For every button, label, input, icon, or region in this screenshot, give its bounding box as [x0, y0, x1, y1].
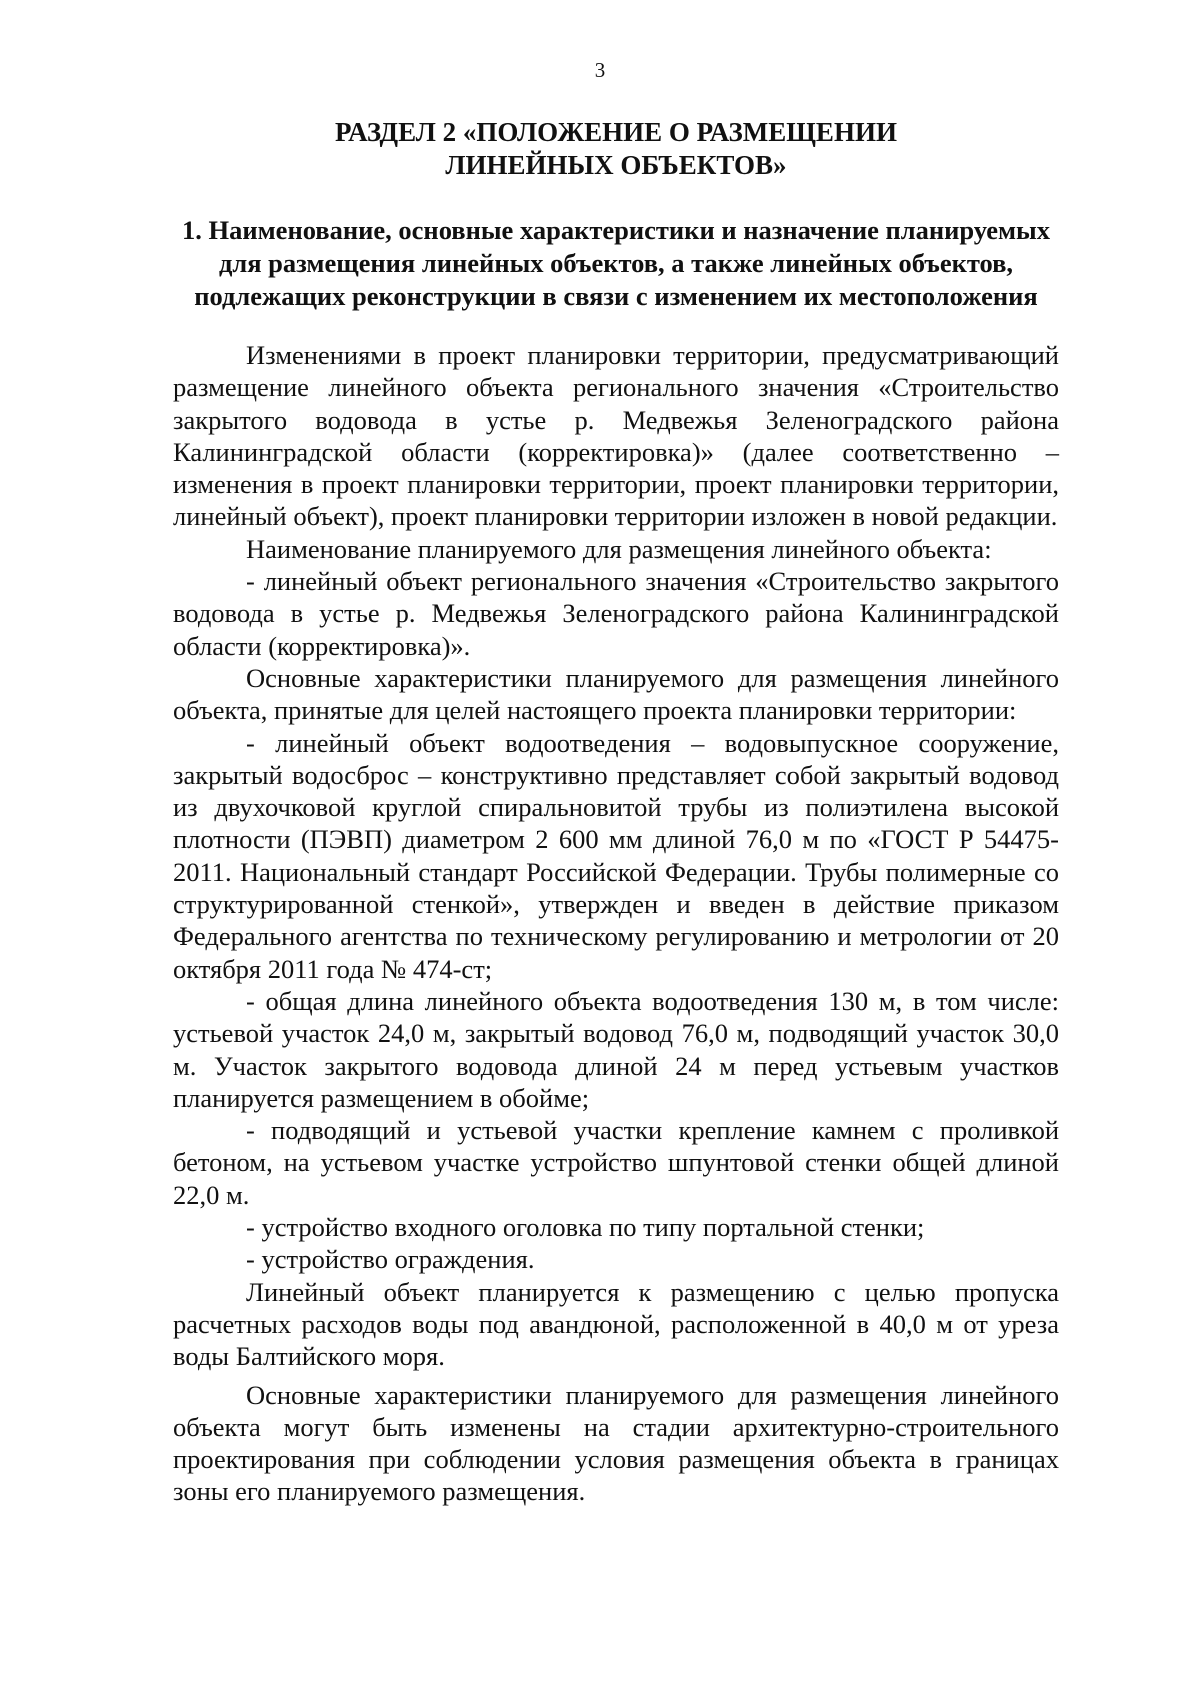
section-title — [173, 116, 1059, 182]
paragraph: - подводящий и устьевой участки крепление камнем с проливкой бетоном, на устьевом участке устройство шпунтовой стенки общей длиной 22,0 м. — [173, 1115, 1059, 1210]
paragraph: Основные характеристики планируемого для размещения линейного объекта могут быть изменены на стадии архитектурно-строительного проектирования при соблюдении условия размещения объекта в границах зоны его планируемого размещения. — [173, 1379, 1059, 1507]
subsection-title-line: для размещения линейных объектов, а также линейных объектов, — [218, 248, 1014, 278]
body-text — [173, 339, 1059, 1508]
paragraph: - линейный объект регионального значения «Строительство закрытого водовода в устье р. Медвежья Зеленоградского района Калининградской области (корректировка)». — [173, 566, 1059, 661]
paragraph: Изменениями в проект планировки территории, предусматривающий размещение линейного объекта регионального значения «Строительство закрытого водовода в устье р. Медвежья Зеленоградского района Калининградской области (корректировка)» (далее соответственно – изменения в проект планировки территории, проект планировки территории, линейный объект), проект планировки территории изложен в новой редакции. — [173, 340, 1059, 532]
page-number: 3 — [594, 58, 606, 82]
section-title-line: ЛИНЕЙНЫХ ОБЪЕКТОВ» — [445, 150, 787, 180]
paragraph: - устройство входного оголовка по типу портальной стенки; — [246, 1212, 925, 1243]
paragraph: - общая длина линейного объекта водоотведения 130 м, в том числе: устьевой участок 24,0 м, закрытый водовод 76,0 м, подводящий участок 30,0 м. Участок закрытого водовода длиной 24 м перед устьевым участков планируется размещением в обойме; — [173, 985, 1059, 1113]
subsection-title-line: 1. Наименование, основные характеристики и назначение планируемых — [182, 215, 1050, 245]
paragraph: Линейный объект планируется к размещению с целью пропуска расчетных расходов воды под авандюной, расположенной в 40,0 м от уреза воды Балтийского моря. — [173, 1276, 1059, 1372]
subsection-title — [173, 214, 1059, 313]
paragraph: Наименование планируемого для размещения линейного объекта: — [246, 533, 992, 564]
paragraph: - устройство ограждения. — [246, 1244, 535, 1275]
section-title-line: РАЗДЕЛ 2 «ПОЛОЖЕНИЕ О РАЗМЕЩЕНИИ — [335, 117, 897, 147]
paragraph: Основные характеристики планируемого для размещения линейного объекта, принятые для целей настоящего проекта планировки территории: — [173, 662, 1059, 726]
paragraph: - линейный объект водоотведения – водовыпускное сооружение, закрытый водосброс – конструктивно представляет собой закрытый водовод из двухочковой круглой спиральновитой трубы из полиэтилена высокой плотности (ПЭВП) диаметром 2 600 мм длиной 76,0 м по «ГОСТ Р 54475- 2011. Национальный стандарт Российской Федерации. Трубы полимерные со структурированной стенкой», утвержден и введен в действие приказом Федерального агентства по техническому регулированию и метрологии от 20 октября 2011 года № 474-ст; — [173, 727, 1059, 984]
subsection-title-line: подлежащих реконструкции в связи с изменением их местоположения — [194, 281, 1038, 311]
